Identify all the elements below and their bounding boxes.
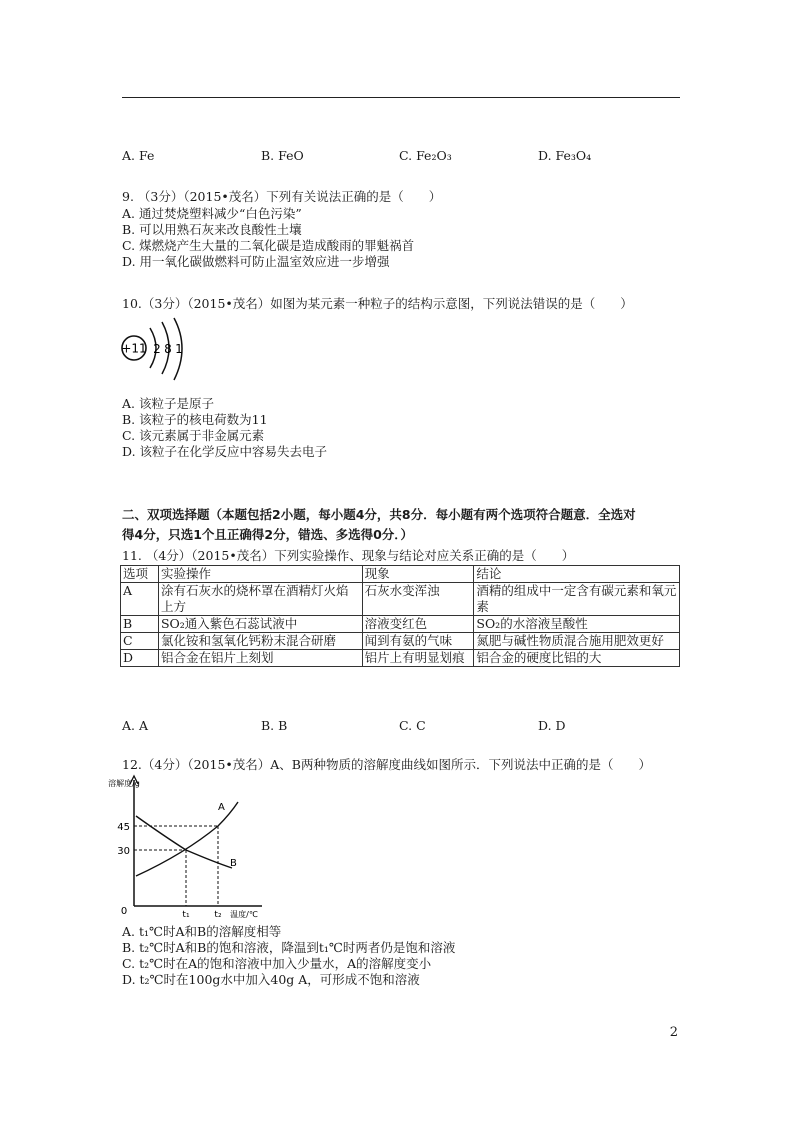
q10-option-d[interactable]: D. 该粒子在化学反应中容易失去电子 [122, 444, 328, 459]
shell-electrons-1: 2 [153, 342, 161, 356]
q8-option-d[interactable]: D. Fe₃O₄ [538, 148, 592, 163]
table-cell: C [121, 633, 159, 650]
q9-option-a[interactable]: A. 通过焚烧塑料减少“白色污染” [122, 206, 302, 221]
y-tick-45: 45 [117, 822, 130, 833]
x-axis-label: 温度/℃ [230, 910, 258, 919]
table-cell: 涂有石灰水的烧杯罩在酒精灯火焰上方 [158, 583, 362, 616]
q12-option-b[interactable]: B. t₂℃时A和B的饱和溶液，降温到t₁℃时两者仍是饱和溶液 [122, 940, 456, 955]
x-tick-t2: t₂ [214, 910, 222, 920]
table-header-cell: 选项 [121, 566, 159, 583]
table-cell: 铝合金在铝片上刻划 [158, 650, 362, 667]
table-cell: A [121, 583, 159, 616]
y-axis-label: 溶解度/g [108, 779, 140, 788]
section2-heading-line1: 二、双项选择题（本题包括2小题，每小题4分，共8分．每小题有两个选项符合题意．全选对 [122, 507, 636, 522]
page-number: 2 [669, 1025, 678, 1040]
table-cell: 闻到有氨的气味 [362, 633, 474, 650]
table-cell: B [121, 616, 159, 633]
table-row [121, 633, 680, 650]
q10-option-b[interactable]: B. 该粒子的核电荷数为11 [122, 412, 268, 427]
table-cell: 酒精的组成中一定含有碳元素和氧元素 [474, 583, 680, 616]
q10-stem: 10.（3分）（2015•茂名）如图为某元素一种粒子的结构示意图，下列说法错误的是（ ） [122, 296, 633, 311]
table-row [121, 583, 680, 616]
q10-option-a[interactable]: A. 该粒子是原子 [122, 396, 214, 411]
q12-option-d[interactable]: D. t₂℃时在100g水中加入40g A，可形成不饱和溶液 [122, 972, 420, 987]
table-cell: 氮肥与碱性物质混合施用肥效更好 [474, 633, 680, 650]
shell-electrons-3: 1 [175, 342, 183, 356]
curve-b-label: B [230, 858, 237, 869]
header-rule [122, 97, 680, 98]
q9-stem: 9. （3分）（2015•茂名）下列有关说法正确的是（ ） [122, 189, 442, 204]
q12-option-c[interactable]: C. t₂℃时在A的饱和溶液中加入少量水，A的溶解度变小 [122, 956, 432, 971]
section2-heading-line2: 得4分，只选1个且正确得2分，错选、多选得0分．） [122, 527, 414, 542]
atom-structure-diagram [118, 318, 190, 384]
q11-option-b[interactable]: B. B [261, 718, 288, 733]
shell-electrons-2: 8 [164, 342, 172, 356]
table-cell: 石灰水变浑浊 [362, 583, 474, 616]
q9-option-c[interactable]: C. 煤燃烧产生大量的二氧化碳是造成酸雨的罪魁祸首 [122, 238, 415, 253]
q11-option-a[interactable]: A. A [122, 718, 149, 733]
y-tick-30: 30 [117, 846, 130, 857]
table-cell: 氯化铵和氢氧化钙粉末混合研磨 [158, 633, 362, 650]
table-cell: SO₂的水溶液呈酸性 [474, 616, 680, 633]
q9-option-d[interactable]: D. 用一氧化碳做燃料可防止温室效应进一步增强 [122, 254, 390, 269]
q9-option-b[interactable]: B. 可以用熟石灰来改良酸性土壤 [122, 222, 302, 237]
table-header-cell: 结论 [474, 566, 680, 583]
table-header-cell: 现象 [362, 566, 474, 583]
q12-option-a[interactable]: A. t₁℃时A和B的溶解度相等 [122, 924, 282, 939]
table-cell: 铝合金的硬度比铝的大 [474, 650, 680, 667]
table-header-row [121, 566, 680, 583]
q8-option-b[interactable]: B. FeO [261, 148, 304, 163]
q11-table [120, 565, 680, 667]
curve-a-label: A [218, 802, 225, 813]
table-header-cell: 实验操作 [158, 566, 362, 583]
q11-option-c[interactable]: C. C [399, 718, 426, 733]
solubility-graph [108, 774, 274, 920]
origin-label: 0 [120, 906, 128, 917]
q12-stem: 12.（4分）（2015•茂名）A、B两种物质的溶解度曲线如图所示．下列说法中正确的是（ ） [122, 757, 651, 772]
q11-stem: 11. （4分）（2015•茂名）下列实验操作、现象与结论对应关系正确的是（ ） [122, 548, 575, 563]
q8-option-a[interactable]: A. Fe [122, 148, 155, 163]
table-cell: 溶液变红色 [362, 616, 474, 633]
q8-option-c[interactable]: C. Fe₂O₃ [399, 148, 452, 163]
table-row [121, 616, 680, 633]
nucleus-charge: +11 [121, 341, 147, 356]
q11-option-d[interactable]: D. D [538, 718, 566, 733]
q10-option-c[interactable]: C. 该元素属于非金属元素 [122, 428, 265, 443]
x-tick-t1: t₁ [182, 910, 190, 920]
table-cell: SO₂通入紫色石蕊试液中 [158, 616, 362, 633]
table-cell: 铝片上有明显划痕 [362, 650, 474, 667]
table-row [121, 650, 680, 667]
table-cell: D [121, 650, 159, 667]
